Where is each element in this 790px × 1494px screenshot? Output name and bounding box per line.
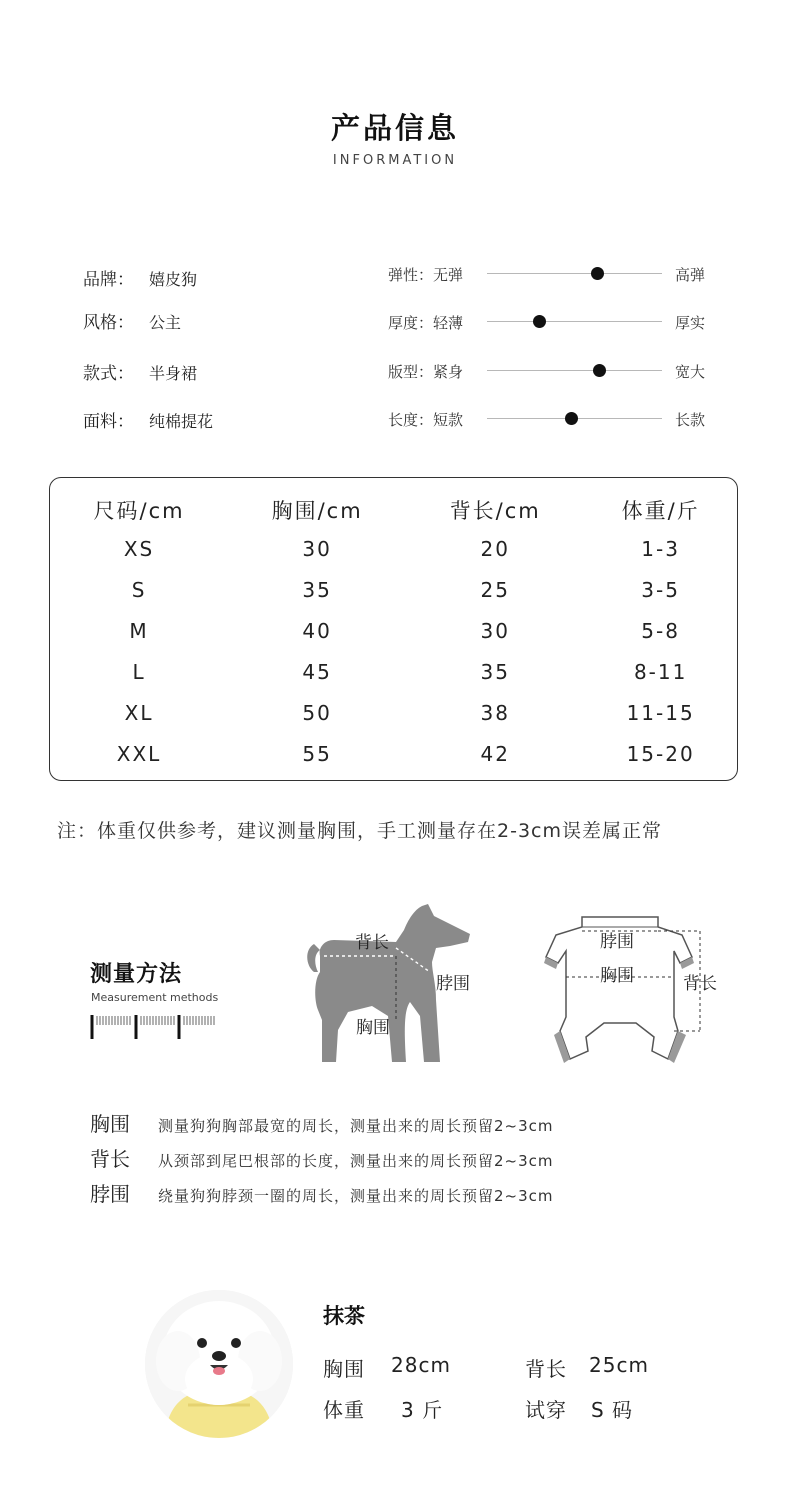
table-cell: 8-11: [633, 659, 688, 684]
clothing-label-chest: 胸围: [600, 966, 634, 985]
table-row: [50, 733, 737, 774]
slider-fit: [388, 359, 718, 383]
table-cell: M: [129, 618, 149, 643]
attribute-value: 公主: [149, 313, 182, 332]
attribute-value: 半身裙: [149, 364, 198, 383]
table-cell: 5-8: [641, 618, 680, 643]
table-header: 体重/斤: [621, 499, 700, 523]
clothing-measurement-diagram: [540, 905, 740, 1070]
slider-high-label: 宽大: [675, 363, 706, 381]
definition-value: 测量狗狗胸部最宽的周长，测量出来的周长预留2~3cm: [158, 1117, 554, 1135]
page-title: 产品信息: [330, 111, 459, 145]
slider-dot: [565, 412, 578, 425]
model-weight-value: 3 斤: [401, 1398, 444, 1422]
slider-dot: [593, 364, 606, 377]
table-cell: L: [132, 659, 146, 684]
definition-chest: [90, 1108, 554, 1137]
definition-back: [90, 1143, 554, 1172]
attribute-type: [83, 359, 197, 384]
table-cell: 20: [480, 536, 510, 561]
attribute-style: [83, 308, 181, 333]
definition-value: 绕量狗狗脖颈一圈的周长，测量出来的周长预留2~3cm: [158, 1187, 554, 1205]
table-cell: 50: [302, 700, 332, 725]
dog-label-chest: 胸围: [356, 1018, 390, 1037]
model-try-value: S 码: [591, 1398, 634, 1422]
model-chest-value: 28cm: [391, 1353, 451, 1377]
table-cell: 11-15: [626, 700, 695, 725]
model-try-label: 试穿: [525, 1398, 567, 1422]
table-row: [50, 610, 737, 651]
slider-track: [487, 370, 662, 371]
table-cell: S: [131, 577, 147, 602]
table-cell: 35: [480, 659, 510, 684]
slider-elasticity: [388, 262, 718, 286]
slider-label: 弹性：无弹: [388, 266, 464, 284]
definition-key: 背长: [90, 1147, 130, 1171]
slider-high-label: 长款: [675, 411, 706, 429]
table-cell: 3-5: [641, 577, 680, 602]
size-table: [49, 477, 738, 781]
table-cell: 38: [480, 700, 510, 725]
slider-track: [487, 321, 662, 322]
table-cell: XXL: [116, 741, 162, 766]
table-header: 尺码/cm: [93, 499, 185, 523]
model-dog-photo: [144, 1289, 294, 1439]
ruler-icon: [90, 1013, 220, 1041]
table-header-row: [50, 492, 737, 528]
slider-dot: [533, 315, 546, 328]
slider-label: 长度：短款: [388, 411, 464, 429]
table-cell: XL: [124, 700, 154, 725]
size-note: 注：体重仅供参考，建议测量胸围，手工测量存在2-3cm误差属正常: [57, 820, 662, 842]
method-subtitle: Measurement methods: [91, 991, 219, 1004]
slider-high-label: 厚实: [675, 314, 706, 332]
model-back-label: 背长: [525, 1357, 567, 1381]
slider-track: [487, 273, 662, 274]
definition-key: 胸围: [90, 1112, 130, 1136]
table-cell: XS: [123, 536, 155, 561]
attribute-key: 风格：: [83, 313, 134, 333]
table-cell: 25: [480, 577, 510, 602]
model-weight-label: 体重: [323, 1398, 365, 1422]
model-chest-label: 胸围: [323, 1357, 365, 1381]
attribute-key: 款式：: [83, 364, 134, 384]
table-cell: 30: [302, 536, 332, 561]
attribute-key: 品牌：: [83, 270, 134, 290]
slider-length: [388, 407, 718, 431]
slider-thickness: [388, 310, 718, 334]
table-cell: 42: [480, 741, 510, 766]
table-cell: 55: [302, 741, 332, 766]
dog-measurement-diagram: [300, 900, 490, 1070]
clothing-label-back: 背长: [683, 974, 717, 993]
table-header: 背长/cm: [449, 499, 541, 523]
slider-label: 厚度：轻薄: [388, 314, 464, 332]
table-cell: 35: [302, 577, 332, 602]
table-row: [50, 651, 737, 692]
table-cell: 15-20: [626, 741, 695, 766]
table-cell: 45: [302, 659, 332, 684]
method-title: 测量方法: [90, 962, 183, 987]
attribute-value: 纯棉提花: [149, 412, 214, 431]
slider-high-label: 高弹: [675, 266, 706, 284]
slider-dot: [591, 267, 604, 280]
definition-value: 从颈部到尾巴根部的长度，测量出来的周长预留2~3cm: [158, 1152, 554, 1170]
model-name: 抹茶: [323, 1304, 365, 1328]
table-row: [50, 569, 737, 610]
attribute-fabric: [83, 407, 213, 432]
slider-label: 版型：紧身: [388, 363, 464, 381]
definition-key: 脖围: [90, 1182, 130, 1206]
model-back-value: 25cm: [589, 1353, 649, 1377]
table-row: [50, 528, 737, 569]
table-cell: 40: [302, 618, 332, 643]
attribute-brand: [83, 265, 197, 290]
table-row: [50, 692, 737, 733]
clothing-label-neck: 脖围: [600, 932, 634, 951]
attribute-key: 面料：: [83, 412, 134, 432]
table-header: 胸围/cm: [271, 499, 363, 523]
page-subtitle: INFORMATION: [332, 153, 458, 168]
attribute-value: 嬉皮狗: [149, 270, 198, 289]
dog-label-neck: 脖围: [436, 974, 470, 993]
table-cell: 1-3: [641, 536, 680, 561]
dog-label-back: 背长: [355, 933, 389, 952]
table-cell: 30: [480, 618, 510, 643]
definition-neck: [90, 1178, 554, 1207]
